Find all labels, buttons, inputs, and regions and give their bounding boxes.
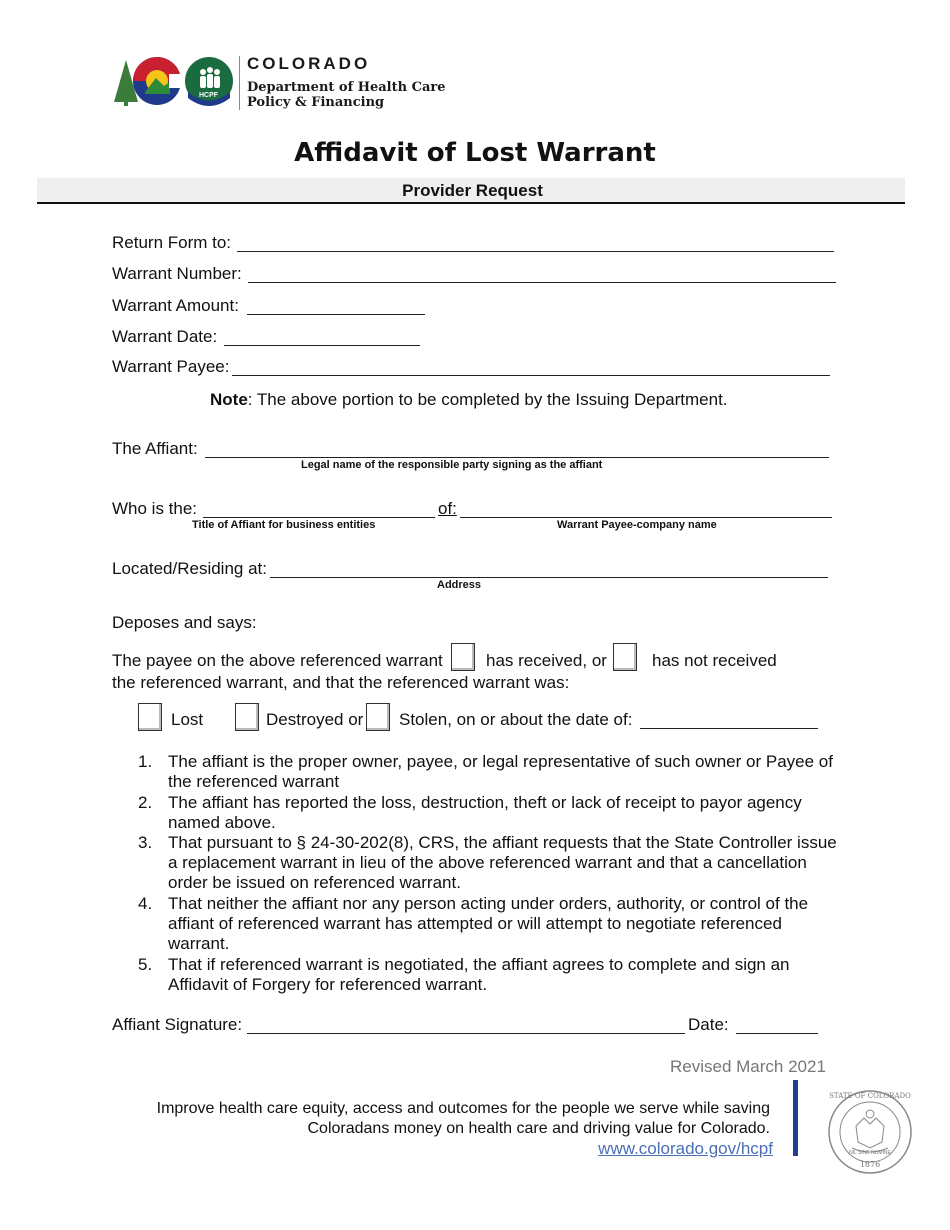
note [210, 390, 728, 410]
list-item-text: The affiant is the proper owner, payee, or legal representative of such owner or Payee of the referenced warrant [168, 752, 833, 791]
warrant-date-label: Warrant Date: [112, 327, 218, 346]
dept-line2: Policy & Financing [247, 95, 385, 110]
warrant-number-label: Warrant Number: [112, 264, 242, 283]
list-item-number: 1. [138, 752, 153, 771]
dept-line1: Department of Health Care [247, 80, 446, 95]
note-text: : The above portion to be completed by the Issuing Department. [247, 390, 728, 409]
return-form-label: Return Form to: [112, 233, 232, 252]
warrant-number-line[interactable] [248, 282, 836, 283]
affiant-line[interactable] [205, 457, 829, 458]
colorado-c-logo-icon [112, 54, 237, 110]
list-item [138, 793, 838, 833]
warrant-payee-label: Warrant Payee: [112, 357, 230, 376]
warrant-date-line[interactable] [224, 345, 420, 346]
stolen-label: Stolen, on or about the date of: [399, 710, 633, 729]
seal-motto: NIL SINE NUMINE [849, 1150, 891, 1156]
payee-sentence-part2: the referenced warrant, and that the referenced warrant was: [112, 673, 570, 692]
logo-divider [239, 56, 240, 110]
warrant-amount-label: Warrant Amount: [112, 296, 239, 315]
list-item [138, 833, 838, 893]
list-item-text: That if referenced warrant is negotiated, the affiant agrees to complete and sign an Affidavit of Forgery for referenced warrant. [168, 955, 790, 994]
footer-accent-bar [793, 1080, 798, 1156]
who-is-payee-line[interactable] [460, 517, 832, 518]
received-checkbox[interactable] [451, 643, 475, 671]
list-item-number: 4. [138, 894, 153, 913]
return-form-line[interactable] [237, 251, 834, 252]
not-received-checkbox[interactable] [613, 643, 637, 671]
list-item-number: 3. [138, 833, 153, 852]
list-item-number: 2. [138, 793, 153, 812]
revised-date: Revised March 2021 [670, 1057, 826, 1076]
of-label: of: [438, 499, 457, 518]
lost-checkbox[interactable] [138, 703, 162, 731]
affiant-caption: Legal name of the responsible party signing as the affiant [301, 459, 603, 471]
who-is-label: Who is the: [112, 499, 198, 518]
located-caption: Address [437, 579, 482, 591]
warrant-payee-line[interactable] [232, 375, 830, 376]
who-is-title-caption: Title of Affiant for business entities [192, 519, 376, 531]
date-line[interactable] [736, 1033, 818, 1034]
list-item-text: The affiant has reported the loss, destruction, theft or lack of receipt to payor agency named above. [168, 793, 802, 832]
destroyed-checkbox[interactable] [235, 703, 259, 731]
destroyed-label: Destroyed or [266, 710, 364, 729]
warrant-amount-line[interactable] [247, 314, 425, 315]
payee-sentence-part1: The payee on the above referenced warrant [112, 651, 443, 670]
who-is-payee-caption: Warrant Payee-company name [557, 519, 717, 531]
state-seal [826, 1090, 914, 1174]
located-line[interactable] [270, 577, 828, 578]
subtitle: Provider Request [402, 181, 543, 200]
stolen-checkbox[interactable] [366, 703, 390, 731]
located-label: Located/Residing at: [112, 559, 267, 578]
lost-label: Lost [171, 710, 204, 729]
signature-label: Affiant Signature: [112, 1015, 243, 1034]
list-item [138, 894, 838, 954]
logo [112, 54, 237, 110]
date-label: Date: [688, 1015, 729, 1034]
footer-mission-line1: Improve health care equity, access and outcomes for the people we serve while saving [156, 1100, 770, 1117]
received-label: has received, or [486, 651, 607, 670]
deposes-text: Deposes and says: [112, 613, 257, 632]
note-label: Note [210, 390, 248, 409]
logo-badge-text: HCPF [199, 92, 219, 99]
who-is-title-line[interactable] [203, 517, 435, 518]
title-rule [37, 202, 905, 204]
stolen-date-line[interactable] [640, 728, 818, 729]
affiant-label: The Affiant: [112, 439, 198, 458]
org-name: COLORADO [247, 54, 371, 73]
page-title: Affidavit of Lost Warrant [294, 138, 656, 168]
list-item [138, 752, 838, 792]
footer-link[interactable]: www.colorado.gov/hcpf [598, 1139, 773, 1158]
list-item-text: That pursuant to § 24-30-202(8), CRS, the affiant requests that the State Controller issue a replacement warrant in lieu of the above referenced warrant and that a cancellation order be issued on referenced warrant. [168, 833, 837, 892]
list-item [138, 955, 838, 995]
list-item-number: 5. [138, 955, 153, 974]
seal-top-text: STATE OF COLORADO [829, 1092, 911, 1100]
not-received-label: has not received [652, 651, 777, 670]
footer-mission-line2: Coloradans money on health care and driving value for Colorado. [307, 1120, 770, 1137]
signature-line[interactable] [247, 1033, 685, 1034]
list-item-text: That neither the affiant nor any person acting under orders, authority, or control of the affiant of referenced warrant has attempted or will attempt to negotiate referenced warrant. [168, 894, 809, 953]
seal-year: 1876 [859, 1160, 881, 1169]
